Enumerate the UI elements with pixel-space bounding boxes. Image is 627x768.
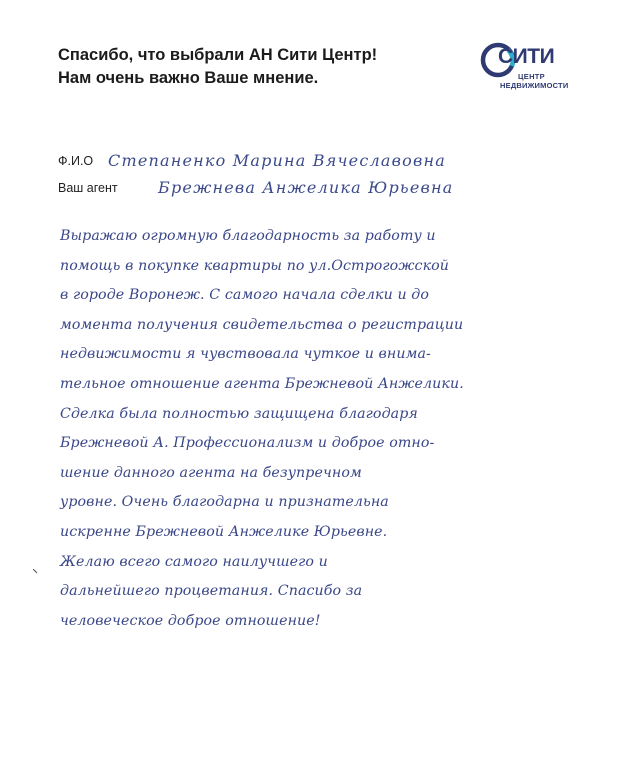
review-text (60, 222, 540, 636)
logo-subtitle-center: ЦЕНТР (518, 72, 545, 81)
review-line: шение данного агента на безупречном (60, 464, 362, 481)
fio-value: Степаненко Марина Вячеславовна (108, 151, 446, 170)
review-line: Выражаю огромную благодарность за работу и (60, 228, 436, 244)
review-line: Сделка была полностью защищена благодаря (60, 405, 418, 422)
review-line: уровне. Очень благодарна и признательна (60, 494, 389, 511)
form-header (58, 44, 418, 90)
fio-label: Ф.И.О (58, 154, 94, 168)
agent-row (58, 173, 478, 197)
agent-label: Ваш агент (58, 181, 118, 195)
review-line: Желаю всего самого наилучшего и (60, 553, 328, 570)
logo-subtitle-realty: НЕДВИЖИМОСТИ (500, 81, 569, 90)
review-line: Брежневой А. Профессионализм и доброе отно- (60, 435, 435, 452)
review-line: момента получения свидетельства о регистрации (60, 316, 464, 333)
review-line: тельное отношение агента Брежневой Анжелики. (60, 375, 464, 392)
agent-value: Брежнева Анжелика Юрьевна (158, 178, 454, 197)
header-opinion: Нам очень важно Ваше мнение. (58, 69, 319, 87)
company-logo (472, 42, 568, 94)
review-line: помощь в покупке квартиры по ул.Острогожской (60, 257, 450, 274)
review-line: дальнейшего процветания. Спасибо за (60, 583, 363, 600)
review-line: недвижимости я чувствовала чуткое и внима- (60, 346, 431, 363)
review-line: искренне Брежневой Анжелике Юрьевне. (60, 523, 388, 540)
header-thanks: Спасибо, что выбрали АН Сити Центр! (58, 46, 378, 64)
fio-row (58, 146, 478, 170)
logo-name: СИТИ (498, 45, 555, 68)
stray-mark-icon (33, 569, 38, 574)
review-line: человеческое доброе отношение! (60, 612, 321, 629)
review-line: в городе Воронеж. С самого начала сделки и до (60, 287, 430, 304)
